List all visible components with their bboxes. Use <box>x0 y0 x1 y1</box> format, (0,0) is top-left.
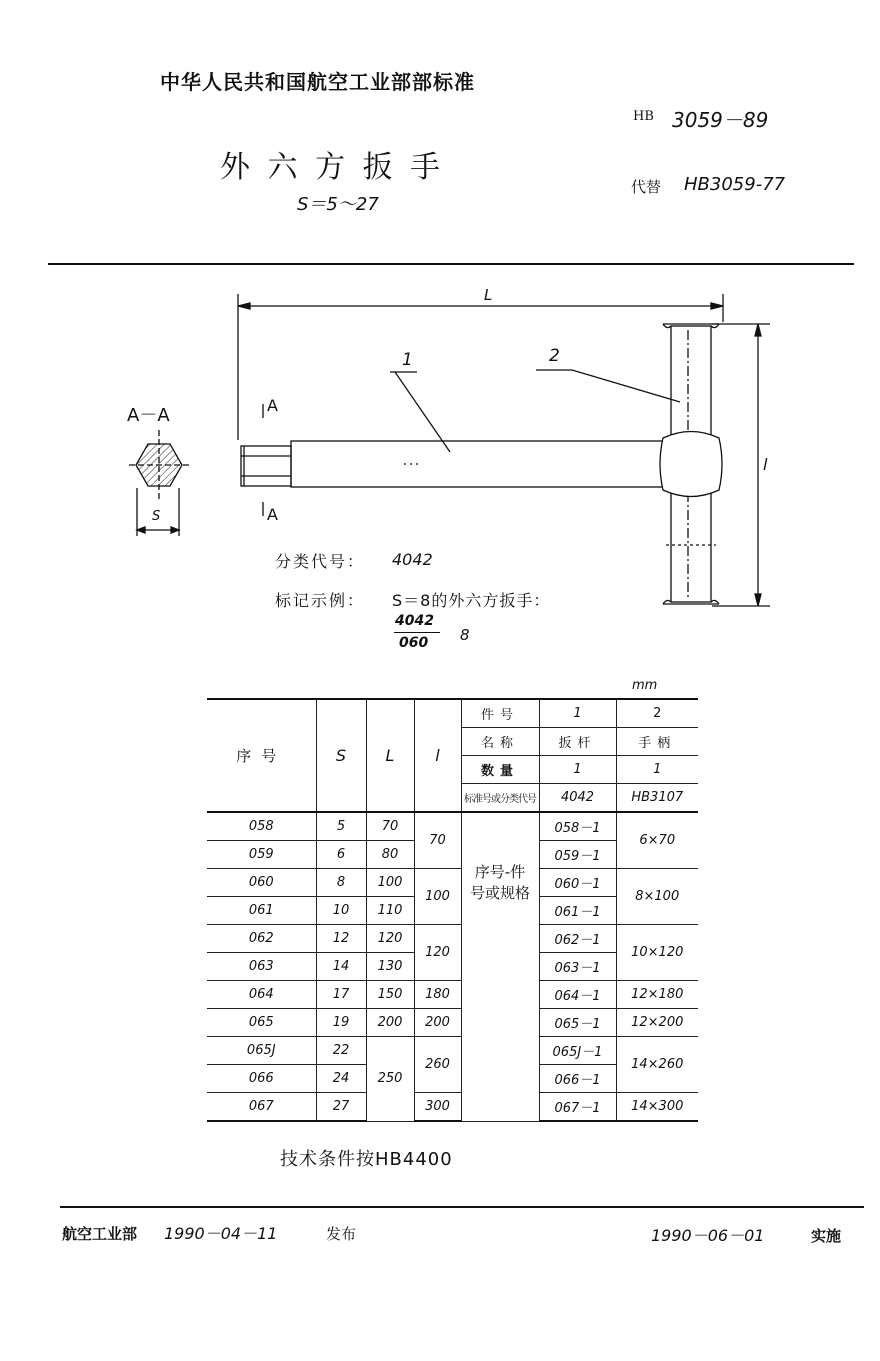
row-s: 5 <box>316 812 366 841</box>
footer-rule <box>60 1206 864 1208</box>
bar-body <box>291 441 663 487</box>
part-2-callout: 2 <box>549 346 560 366</box>
label-l: l <box>763 455 768 474</box>
footer-issue-date: 1990－04－11 <box>164 1224 278 1243</box>
row-l: 120 <box>414 925 461 981</box>
handle-hub <box>660 432 722 497</box>
row-p1: 061－1 <box>539 897 616 925</box>
leader-1 <box>395 372 450 452</box>
row-p1: 062－1 <box>539 925 616 953</box>
table-unit: mm <box>632 678 658 693</box>
header-part-no-2: 2 <box>616 699 698 728</box>
mark-example-label: 标记示例： <box>275 591 366 610</box>
header-part-no-label: 件号 <box>461 699 539 728</box>
header-qty-label: 数量 <box>461 756 539 784</box>
header-L: L <box>366 699 414 812</box>
row-l: 70 <box>414 812 461 869</box>
row-seq: 060 <box>207 869 316 897</box>
header-s: S <box>316 699 366 812</box>
std-number: 3059－89 <box>672 108 769 132</box>
row-p1: 059－1 <box>539 841 616 869</box>
row-s: 10 <box>316 897 366 925</box>
footer-issuer: 航空工业部 <box>62 1225 138 1243</box>
row-seq: 063 <box>207 953 316 981</box>
row-p1: 064－1 <box>539 981 616 1009</box>
row-seq: 064 <box>207 981 316 1009</box>
replace-number: HB3059-77 <box>684 174 786 195</box>
row-p1: 065－1 <box>539 1009 616 1037</box>
std-prefix: HB <box>633 109 654 124</box>
hex-tip <box>241 446 291 486</box>
spec-table <box>207 698 698 1122</box>
row-s: 19 <box>316 1009 366 1037</box>
header-std-label: 标准号或分类代号 <box>461 784 539 813</box>
row-s: 14 <box>316 953 366 981</box>
row-p2: 8×100 <box>616 869 698 925</box>
doc-subtitle: S＝5～27 <box>297 194 379 215</box>
row-L: 110 <box>366 897 414 925</box>
L-arrow-right <box>711 303 723 309</box>
row-p1: 063－1 <box>539 953 616 981</box>
row-p1: 067－1 <box>539 1093 616 1122</box>
row-s: 12 <box>316 925 366 953</box>
row-L: 120 <box>366 925 414 953</box>
label-L: L <box>484 286 493 304</box>
row-s: 8 <box>316 869 366 897</box>
row-s: 24 <box>316 1065 366 1093</box>
header-name-2: 手柄 <box>616 728 698 756</box>
header-name-1: 扳杆 <box>539 728 616 756</box>
row-seq: 065 <box>207 1009 316 1037</box>
row-l: 180 <box>414 981 461 1009</box>
mark-example-text: S＝8的外六方扳手： <box>392 591 551 610</box>
L-arrow-left <box>238 303 250 309</box>
row-p2: 14×300 <box>616 1093 698 1122</box>
header-l: l <box>414 699 461 812</box>
leader-2 <box>572 370 680 402</box>
footer-effective-label: 实施 <box>811 1227 842 1245</box>
header-std-1: 4042 <box>539 784 616 813</box>
header-part-no-1: 1 <box>539 699 616 728</box>
header-std-2: HB3107 <box>616 784 698 813</box>
row-l: 200 <box>414 1009 461 1037</box>
mark-numerator: 4042 <box>395 613 434 629</box>
mark-fraction-bar <box>394 632 440 633</box>
header-name-label: 名称 <box>461 728 539 756</box>
row-p1: 066－1 <box>539 1065 616 1093</box>
mark-denominator: 060 <box>399 635 429 651</box>
row-p1: 058－1 <box>539 812 616 841</box>
label-S: S <box>152 509 161 524</box>
doc-title: 外 六 方 扳 手 <box>220 150 445 185</box>
row-l: 260 <box>414 1037 461 1093</box>
row-seq: 059 <box>207 841 316 869</box>
row-L: 130 <box>366 953 414 981</box>
class-code-label: 分类代号： <box>275 552 366 571</box>
mark-suffix: 8 <box>460 626 470 644</box>
row-s: 6 <box>316 841 366 869</box>
section-label-bottom: A <box>267 505 278 524</box>
row-seq: 062 <box>207 925 316 953</box>
row-L: 80 <box>366 841 414 869</box>
row-p2: 12×200 <box>616 1009 698 1037</box>
footer-issue-label: 发布 <box>326 1225 357 1243</box>
wrench-drawing <box>0 0 880 680</box>
row-p2: 14×260 <box>616 1037 698 1093</box>
footer-effective-date: 1990－06－01 <box>651 1226 765 1245</box>
row-seq: 067 <box>207 1093 316 1122</box>
header-qty-1: 1 <box>539 756 616 784</box>
row-p1: 065J－1 <box>539 1037 616 1065</box>
row-seq: 065J <box>207 1037 316 1065</box>
row-s: 22 <box>316 1037 366 1065</box>
row-L: 150 <box>366 981 414 1009</box>
header-qty-2: 1 <box>616 756 698 784</box>
replace-label: 代替 <box>631 178 662 196</box>
row-p1: 060－1 <box>539 869 616 897</box>
l-arrow-top <box>755 324 761 336</box>
row-l: 300 <box>414 1093 461 1122</box>
row-L: 200 <box>366 1009 414 1037</box>
row-L: 70 <box>366 812 414 841</box>
row-seq: 061 <box>207 897 316 925</box>
table-footnote: 技术条件按HB4400 <box>280 1149 453 1170</box>
row-p2: 10×120 <box>616 925 698 981</box>
row-p2: 6×70 <box>616 812 698 869</box>
row-s: 27 <box>316 1093 366 1122</box>
class-code: 4042 <box>392 550 433 569</box>
l-arrow-bottom <box>755 594 761 606</box>
section-title: A－A <box>127 405 170 426</box>
row-s: 17 <box>316 981 366 1009</box>
row-l: 100 <box>414 869 461 925</box>
row-L: 250 <box>366 1037 414 1122</box>
header-seq: 序号 <box>207 699 316 812</box>
row-seq: 058 <box>207 812 316 841</box>
section-label-top: A <box>267 396 278 415</box>
merged-note: 序号-件号或规格 <box>461 812 539 1121</box>
part-1-callout: 1 <box>402 350 413 370</box>
row-p2: 12×180 <box>616 981 698 1009</box>
row-L: 100 <box>366 869 414 897</box>
row-seq: 066 <box>207 1065 316 1093</box>
org-title: 中华人民共和国航空工业部部标准 <box>160 70 475 94</box>
